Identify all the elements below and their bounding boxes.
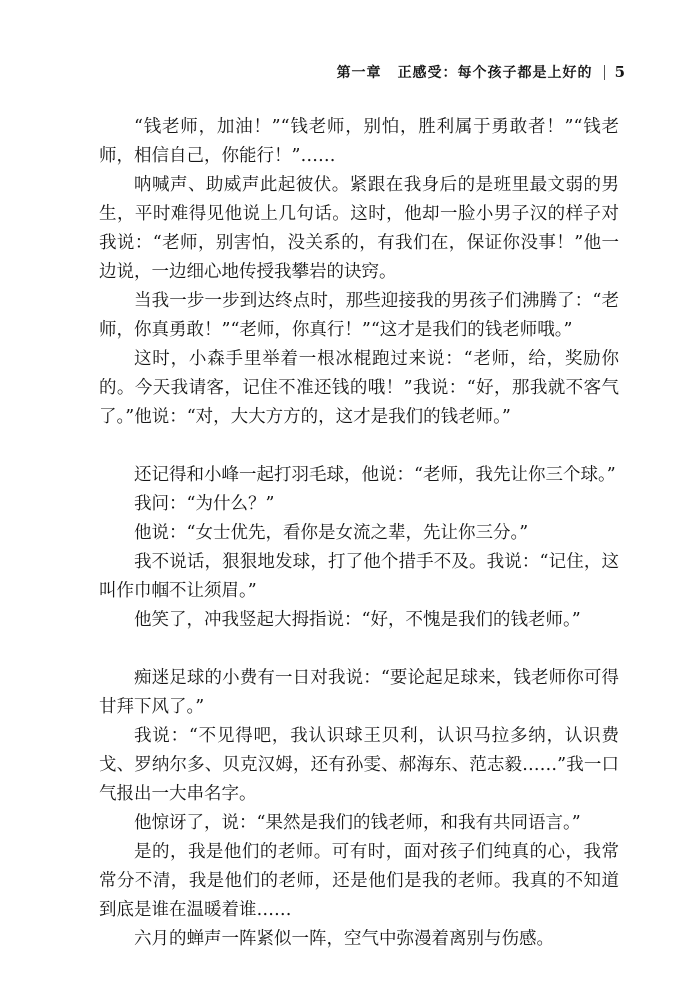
paragraph: 我问：“为什么？” bbox=[134, 494, 275, 514]
paragraph: 痴迷足球的小费有一日对我说：“要论起足球来，钱老师你可得甘拜下风了。” bbox=[99, 668, 619, 717]
paragraph: 他笑了，冲我竖起大拇指说：“好，不愧是我们的钱老师。” bbox=[134, 610, 581, 630]
paragraph: “钱老师，加油！”“钱老师，别怕，胜利属于勇敢者！”“钱老师，相信自己，你能行！”…… bbox=[99, 117, 619, 166]
page-number: 5 bbox=[614, 63, 626, 81]
paragraph: 我说：“不见得吧，我认识球王贝利，认识马拉多纳，认识费戈、罗纳尔多、贝克汉姆，还有孙雯、郝海东、范志毅……”我一口气报出一大串名字。 bbox=[99, 726, 619, 804]
chapter-title: 正感受：每个孩子都是上好的 bbox=[397, 65, 593, 81]
paragraph: 还记得和小峰一起打羽毛球，他说：“老师，我先让你三个球。” bbox=[134, 465, 616, 485]
paragraph: 他惊讶了，说：“果然是我们的钱老师，和我有共同语言。” bbox=[134, 813, 581, 833]
header-divider bbox=[604, 65, 605, 80]
page-body bbox=[99, 113, 619, 954]
section-break bbox=[99, 432, 619, 461]
paragraph: 当我一步一步到达终点时，那些迎接我的男孩子们沸腾了：“老师，你真勇敢！”“老师，你真行！”“这才是我们的钱老师哦。” bbox=[99, 291, 619, 340]
paragraph: 是的，我是他们的老师。可有时，面对孩子们纯真的心，我常常分不清，我是他们的老师，还是他们是我的老师。我真的不知道到底是谁在温暖着谁…… bbox=[99, 842, 619, 920]
running-header bbox=[337, 62, 626, 82]
paragraph: 我不说话，狠狠地发球，打了他个措手不及。我说：“记住，这叫作巾帼不让须眉。” bbox=[99, 552, 619, 601]
paragraph: 呐喊声、助威声此起彼伏。紧跟在我身后的是班里最文弱的男生，平时难得见他说上几句话。这时，他却一脸小男子汉的样子对我说：“老师，别害怕，没关系的，有我们在，保证你没事！”他一边说，一边细心地传授我攀岩的诀窍。 bbox=[99, 175, 619, 282]
paragraph: 六月的蝉声一阵紧似一阵，空气中弥漫着离别与伤感。 bbox=[134, 929, 554, 949]
paragraph: 他说：“女士优先，看你是女流之辈，先让你三分。” bbox=[134, 523, 529, 543]
chapter-label: 第一章 bbox=[336, 65, 382, 81]
paragraph: 这时，小森手里举着一根冰棍跑过来说：“老师，给，奖励你的。今天我请客，记住不准还钱的哦！”我说：“好，那我就不客气了。”他说：“对，大大方方的，这才是我们的钱老师。” bbox=[99, 349, 619, 427]
section-break bbox=[99, 635, 619, 664]
